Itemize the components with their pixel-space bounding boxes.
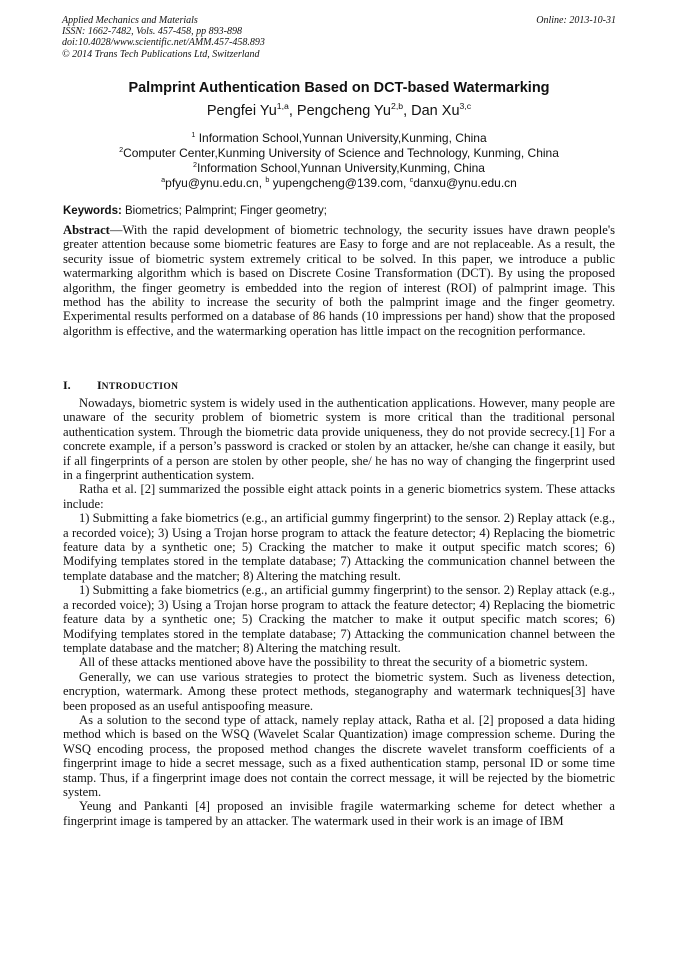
body-paragraph: Nowadays, biometric system is widely used in the authentication applications. However, many people are unaware of the security problem of biometric system is more critical than the traditional personal authentication system. Through the biometric data provide uniqueness, they do not provide secrecy.[1] For a concrete example, if a person’s password is cracked or stolen by an attacker, he/she can change it easily, but if all fingerprints of a person are stolen by other people, she/ he has no way of changing the fingerprint used in a fingerprint authentication system. [63,396,615,483]
body-paragraph: Ratha et al. [2] summarized the possible eight attack points in a generic biometrics system. These attacks include: [63,482,615,511]
affiliation [40,146,638,160]
introduction-body [63,396,615,828]
author-superscript: 1,a [276,101,289,112]
email-superscript: b [265,175,270,184]
section-title-initial: I [97,378,102,392]
issn-line: ISSN: 1662-7482, Vols. 457-458, pp 893-898 [62,26,242,38]
author-name: Dan Xu [411,103,460,119]
author-superscript: 2,b [391,101,404,112]
author-name: Pengcheng Yu [296,103,391,119]
author-superscript: 3,c [459,101,472,112]
body-paragraph: Yeung and Pankanti [4] proposed an invisible fragile watermarking scheme for detect whether a fingerprint image is tampered by an attacker. The watermark used in their work is an image of IBM [63,799,615,828]
journal-name: Applied Mechanics and Materials [62,15,198,26]
author-list: Pengfei Yu$^{1,a}$, Pengcheng Yu$^{2,b}$, Dan Xu$^{3,c}$ [206,101,472,119]
journal-header [62,15,616,60]
affiliation-superscript: 2 [119,145,124,154]
affiliation-superscript: 1 [191,130,196,139]
doi-line: doi:10.4028/www.scientific.net/AMM.457-458.893 [62,37,265,49]
affiliation-superscript: 2 [193,160,198,169]
section-number: I. [63,378,71,392]
email-superscript: a [161,175,166,184]
section-heading [63,378,615,393]
body-paragraph: 1) Submitting a fake biometrics (e.g., an artificial gummy fingerprint) to the sensor. 2) Replay attack (e.g., a recorded voice); 3) Using a Trojan horse program to attack the feature detector; 4) Replacing the biometric feature data by a synthetic one; 5) Cracking the matcher to make it output specific match scores; 6) Modifying templates stored in the template database; 7) Attacking the communication channel between the template database and the matcher; 8) Altering the matching result. [63,583,615,655]
affiliation-text: Computer Center,Kunming University of Science and Technology, Kunming, China [123,146,559,160]
affiliation [40,131,638,145]
body-paragraph: All of these attacks mentioned above have the possibility to threat the security of a biometric system. [79,655,588,670]
author-name: Pengfei Yu [206,103,277,119]
keywords-text: Biometrics; Palmprint; Finger geometry; [121,205,327,217]
affiliation-text: Information School,Yunnan University,Kunming, China [197,161,485,175]
body-paragraph: 1) Submitting a fake biometrics (e.g., an artificial gummy fingerprint) to the sensor. 2) Replay attack (e.g., a recorded voice); 3) Using a Trojan horse program to attack the feature detector; 4) Replacing the biometric feature data by a synthetic one; 5) Cracking the matcher to make it output specific match scores; 6) Modifying templates stored in the template database; 7) Attacking the communication channel between the template database and the matcher; 8) Altering the matching result. [63,511,615,583]
email-text: danxu@ynu.edu.cn [413,176,517,190]
abstract-text: —With the rapid development of biometric technology, the security issues have drawn people's greater attention because some biometric features are Easy to forge and are not replaceable. As a result, the security issue of biometric system extremely critical to be solved. In this paper, we introduce a public watermarking algorithm which is based on Discrete Cosine Transformation (DCT). By using the proposed algorithm, the finger geometry is embedded into the region of interest (ROI) of palmprint image. This method has the ability to increase the security of both the palmprint image and the finger geometry. Experimental results performed on a database of 86 hands (10 impressions per hand) show that the proposed algorithm is effective, and the watermarking operation has little impact on the recognition performance. [63,223,615,338]
online-date: Online: 2013-10-31 [536,15,616,26]
keywords-label: Keywords: [63,205,122,217]
copyright-line: © 2014 Trans Tech Publications Ltd, Switzerland [62,48,260,60]
body-paragraph: Generally, we can use various strategies to protect the biometric system. Such as liveness detection, encryption, watermark. Among these protect methods, steganography and watermark techniques[3] have been proposed as an useful antispoofing measure. [63,669,615,713]
keywords [63,205,615,217]
email-line [40,176,638,190]
paper-title: Palmprint Authentication Based on DCT-based Watermarking [128,80,550,96]
affiliation [40,161,638,175]
email-text: pfyu@ynu.edu.cn, [165,176,266,190]
abstract [63,223,615,338]
abstract-label: Abstract [63,223,110,237]
email-superscript: c [409,175,414,184]
section-title-rest: NTRODUCTION [101,382,179,392]
abstract-paragraph [63,223,615,338]
body-paragraph: As a solution to the second type of attack, namely replay attack, Ratha et al. [2] proposed a data hiding method which is based on the WSQ (Wavelet Scalar Quantization) image compression scheme. During the WSQ encoding process, the proposed method changes the discrete wavelet transform coefficients of a fingerprint image to hide a secret message, such as a fixed authentication stamp, personal ID or some time stamp. Thus, if a fingerprint image does not contain the correct message, it will be rejected by the biometric system. [63,712,615,799]
email-text: yupengcheng@139.com, [269,176,410,190]
affiliation-text: Information School,Yunnan University,Kunming, China [195,131,487,145]
